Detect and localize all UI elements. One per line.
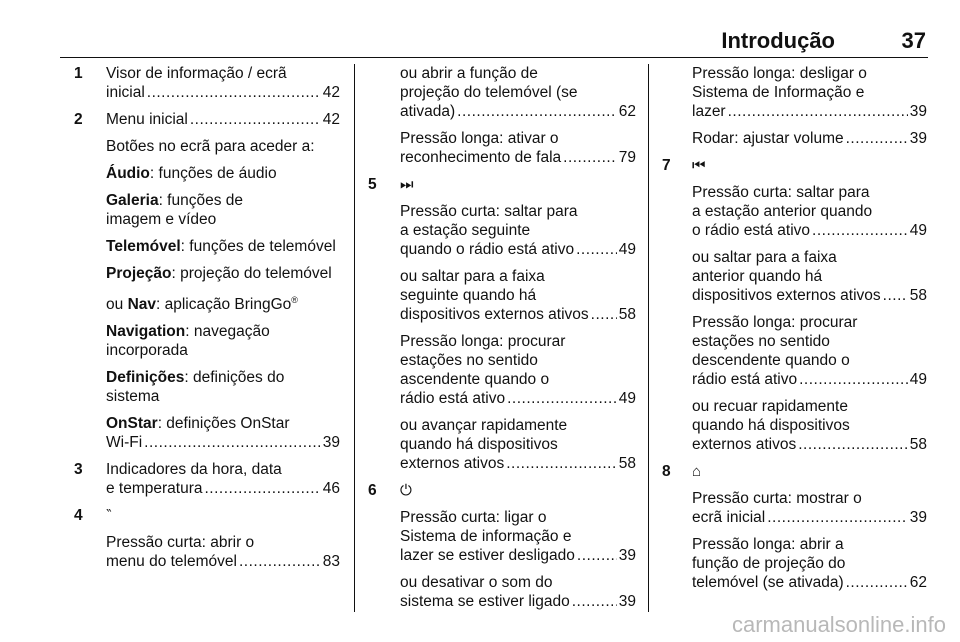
- leader-dots: [591, 305, 617, 324]
- leader-dots: [572, 592, 617, 611]
- text-line: Pressão longa: procurar: [692, 314, 858, 331]
- text-line: Pressão curta: abrir o: [106, 534, 255, 552]
- navigation-entry: [106, 322, 340, 360]
- power-icon: ⏻: [400, 482, 412, 499]
- text-line: Pressão longa: procurar: [400, 333, 566, 350]
- text-line: ou recuar rapidamente: [692, 398, 848, 415]
- column-divider-1: [354, 64, 355, 612]
- desc: : navegação: [185, 323, 270, 341]
- leader-dots: [563, 148, 617, 167]
- page-ref[interactable]: 42: [322, 84, 340, 101]
- item-number: 1: [74, 65, 83, 82]
- list-item-4: [70, 506, 340, 571]
- toc-line[interactable]: [106, 110, 340, 129]
- text-line: rádio está ativo: [692, 371, 798, 388]
- leader-dots: [239, 552, 321, 571]
- list-item-2: [70, 110, 340, 452]
- text-line: lazer: [692, 103, 726, 120]
- text-line: externos ativos: [400, 455, 505, 472]
- desc: imagem e vídeo: [106, 211, 217, 228]
- term: Telemóvel: [106, 238, 181, 255]
- text-line: projeção do telemóvel (se: [400, 84, 578, 101]
- text-line: Pressão longa: ativar o: [400, 130, 559, 147]
- list-item-3: [70, 460, 340, 498]
- text-line: menu do telemóvel: [106, 553, 237, 571]
- page-ref[interactable]: 39: [618, 547, 636, 564]
- text-line: estações no sentido: [400, 352, 538, 369]
- item-number: 2: [74, 111, 83, 128]
- phone-icon: ‶: [106, 507, 112, 525]
- column-2: [368, 64, 636, 619]
- toc-line[interactable]: [692, 129, 927, 148]
- text-line: ou avançar rapidamente: [400, 417, 568, 434]
- page-number: 37: [901, 28, 926, 53]
- term: Galeria: [106, 192, 159, 209]
- column-3: [662, 64, 927, 600]
- term: Definições: [106, 369, 185, 387]
- toc-line[interactable]: [106, 479, 340, 498]
- page-ref[interactable]: 49: [909, 222, 927, 239]
- page-header: [0, 22, 960, 62]
- text-line: Pressão curta: ligar o: [400, 509, 547, 526]
- leader-dots: [147, 83, 321, 102]
- term: OnStar: [106, 415, 158, 433]
- next-track-icon: ⏭: [400, 176, 414, 193]
- leader-dots: [728, 102, 908, 121]
- text-line: Pressão curta: saltar para: [692, 184, 870, 201]
- leader-dots: [812, 221, 908, 240]
- text-line: ou desativar o som do: [400, 574, 553, 591]
- desc: : definições OnStar: [157, 415, 290, 433]
- toc-line[interactable]: [400, 592, 636, 611]
- toc-line[interactable]: [400, 389, 636, 408]
- toc-line[interactable]: [692, 286, 927, 305]
- list-item-4-continued: [368, 64, 636, 167]
- text-line: Indicadores da hora, data: [106, 461, 282, 479]
- text-line: Visor de informação / ecrã: [106, 65, 287, 82]
- text-line: Sistema de informação e: [400, 528, 572, 545]
- text-line: a estação seguinte: [400, 222, 531, 239]
- audio-entry: [106, 164, 340, 183]
- list-item-8: [662, 462, 927, 592]
- toc-line[interactable]: [400, 240, 636, 259]
- list-item-1: [70, 64, 340, 102]
- leader-dots: [577, 546, 617, 565]
- leader-dots: [506, 454, 617, 473]
- toc-line[interactable]: [106, 433, 340, 452]
- intro-text: Botões no ecrã para aceder a:: [106, 138, 315, 155]
- text-line: Menu inicial: [106, 111, 188, 128]
- leader-dots: [457, 102, 617, 121]
- text-line: estações no sentido: [692, 333, 830, 350]
- text-line: inicial: [106, 84, 145, 101]
- desc: incorporada: [106, 342, 188, 360]
- toc-line[interactable]: [400, 305, 636, 324]
- definicoes-entry: [106, 368, 340, 406]
- text-line: Rodar: ajustar volume: [692, 130, 844, 147]
- page-ref[interactable]: 58: [618, 306, 636, 323]
- item-number: 4: [74, 507, 83, 525]
- desc: : funções de telemóvel: [180, 238, 336, 255]
- term: Projeção: [106, 265, 172, 282]
- item-text: [106, 64, 340, 102]
- list-item-6-continued: [662, 64, 927, 148]
- projecao-entry: [106, 264, 340, 283]
- text-line: reconhecimento de fala: [400, 149, 562, 166]
- page-ref[interactable]: 49: [618, 241, 636, 258]
- toc-line[interactable]: [692, 508, 927, 527]
- leader-dots: [798, 435, 908, 454]
- page-ref[interactable]: 62: [618, 103, 636, 120]
- leader-dots: [846, 573, 908, 592]
- text-line: função de projeção do: [692, 555, 846, 572]
- text-line: anterior quando há: [692, 268, 823, 285]
- text-line: Pressão longa: abrir a: [692, 536, 844, 553]
- nav-entry: [106, 291, 340, 314]
- toc-line[interactable]: [692, 221, 927, 240]
- text-line: e temperatura: [106, 480, 203, 498]
- text-line: telemóvel (se ativada): [692, 574, 844, 591]
- toc-line[interactable]: [692, 573, 927, 592]
- text-line: dispositivos externos ativos: [400, 306, 589, 323]
- page-ref[interactable]: 49: [909, 371, 927, 388]
- previous-track-icon: ⏮: [692, 157, 706, 174]
- text-line: quando há dispositivos: [692, 417, 850, 434]
- text-line: ou saltar para a faixa: [692, 249, 837, 266]
- galeria-entry: [106, 191, 340, 229]
- text-line: descendente quando o: [692, 352, 850, 369]
- term: Navigation: [106, 323, 186, 341]
- telemovel-entry: [106, 237, 340, 256]
- page-ref[interactable]: 58: [909, 287, 927, 304]
- text-line: externos ativos: [692, 436, 797, 453]
- column-divider-2: [648, 64, 649, 612]
- text-line: Pressão longa: desligar o: [692, 65, 867, 82]
- text-line: ou abrir a função de: [400, 65, 538, 82]
- text-line: rádio está ativo: [400, 390, 506, 407]
- leader-dots: [799, 370, 908, 389]
- list-item-5: [368, 175, 636, 473]
- text-line: ou saltar para a faixa: [400, 268, 545, 285]
- item-number: 8: [662, 463, 671, 480]
- text-line: ecrã inicial: [692, 509, 766, 526]
- desc: : funções de: [158, 192, 244, 209]
- page-ref[interactable]: 46: [322, 480, 340, 498]
- text-line: dispositivos externos ativos: [692, 287, 881, 304]
- text-line: quando o rádio está ativo: [400, 241, 575, 258]
- text-line: Pressão curta: saltar para: [400, 203, 578, 220]
- leader-dots: [190, 110, 321, 129]
- leader-dots: [205, 479, 321, 498]
- home-icon: ⌂: [692, 463, 702, 480]
- toc-line[interactable]: [106, 83, 340, 102]
- leader-dots: [144, 433, 321, 452]
- text-line: Sistema de Informação e: [692, 84, 865, 101]
- registered-mark: ®: [291, 295, 298, 305]
- text-line: a estação anterior quando: [692, 203, 873, 220]
- toc-line[interactable]: [106, 552, 340, 571]
- toc-line[interactable]: [400, 546, 636, 565]
- desc: : funções de áudio: [149, 165, 277, 182]
- toc-line[interactable]: [692, 370, 927, 389]
- page-ref[interactable]: 83: [322, 553, 340, 571]
- item-number: 6: [368, 482, 377, 499]
- page-ref[interactable]: 39: [909, 509, 927, 526]
- leader-dots: [507, 389, 617, 408]
- page-ref[interactable]: 58: [618, 455, 636, 472]
- text-line: o rádio está ativo: [692, 222, 811, 239]
- toc-line[interactable]: [400, 454, 636, 473]
- toc-line[interactable]: [692, 102, 927, 121]
- text-line: ascendente quando o: [400, 371, 550, 388]
- text-line: ativada): [400, 103, 456, 120]
- toc-line[interactable]: [400, 148, 636, 167]
- list-item-6: [368, 481, 636, 611]
- page-ref[interactable]: 79: [618, 149, 636, 166]
- text-line: quando há dispositivos: [400, 436, 558, 453]
- section-title: Introdução: [721, 28, 835, 53]
- toc-line[interactable]: [400, 102, 636, 121]
- desc: : projeção do telemóvel: [171, 265, 332, 282]
- page-ref[interactable]: 58: [909, 436, 927, 453]
- desc: : aplicação BringGo: [156, 296, 292, 314]
- term: Áudio: [106, 165, 150, 182]
- watermark: carmanualsonline.info: [731, 612, 946, 637]
- desc: : definições do: [184, 369, 285, 387]
- page-ref[interactable]: 39: [909, 103, 927, 120]
- term: Nav: [127, 296, 156, 314]
- item-number: 5: [368, 176, 377, 193]
- page-ref[interactable]: 39: [618, 593, 636, 610]
- page-ref[interactable]: 39: [909, 130, 927, 147]
- page-ref[interactable]: 62: [909, 574, 927, 591]
- toc-line[interactable]: [692, 435, 927, 454]
- onstar-entry: [106, 414, 340, 452]
- leader-dots: [846, 129, 908, 148]
- page-ref[interactable]: 42: [322, 111, 340, 128]
- header-rule: [60, 57, 928, 58]
- leader-dots: [576, 240, 617, 259]
- item-number: 3: [74, 461, 83, 479]
- column-1: [70, 64, 340, 579]
- desc: sistema: [106, 388, 160, 406]
- page-ref[interactable]: 49: [618, 390, 636, 407]
- page-ref[interactable]: 39: [322, 434, 340, 452]
- desc: Wi-Fi: [106, 434, 143, 452]
- item-number: 7: [662, 157, 671, 174]
- list-item-7: [662, 156, 927, 454]
- leader-dots: [767, 508, 908, 527]
- text: ou: [106, 296, 128, 314]
- text-line: seguinte quando há: [400, 287, 537, 304]
- text-line: lazer se estiver desligado: [400, 547, 575, 564]
- leader-dots: [883, 286, 908, 305]
- text-line: Pressão curta: mostrar o: [692, 490, 862, 507]
- text-line: sistema se estiver ligado: [400, 593, 570, 610]
